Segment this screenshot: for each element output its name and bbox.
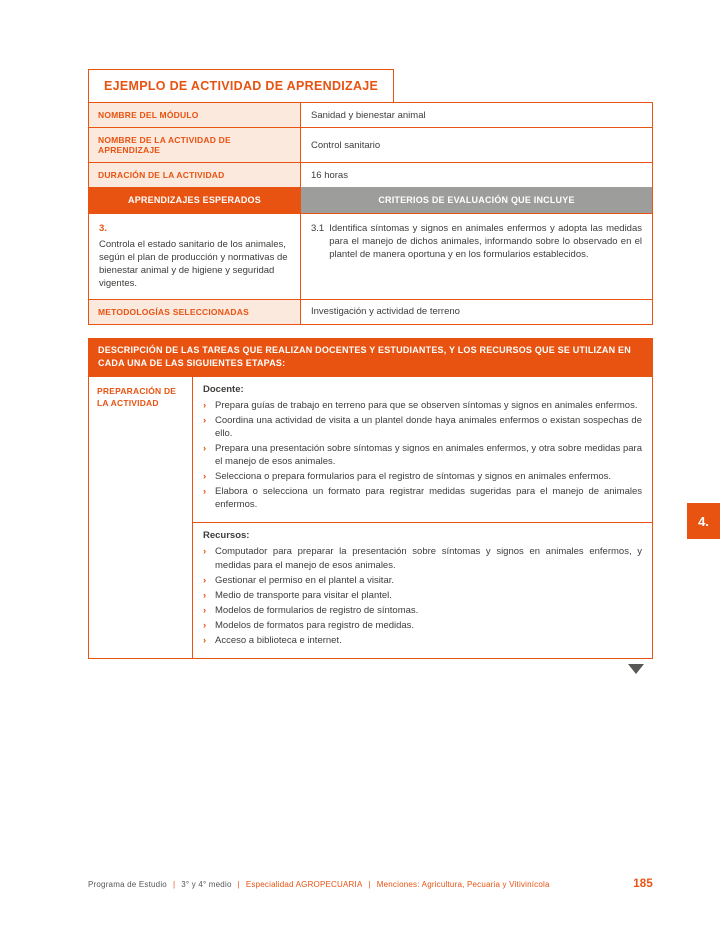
resource-text: Gestionar el permiso en el plantel a visitar. [215, 574, 395, 586]
bullet-icon: › [203, 546, 207, 558]
info-row-label: NOMBRE DE LA ACTIVIDAD DE APRENDIZAJE [89, 128, 301, 162]
methodology-label: METODOLOGÍAS SELECCIONADAS [89, 300, 301, 324]
description-banner: DESCRIPCIÓN DE LAS TAREAS QUE REALIZAN DOCENTES Y ESTUDIANTES, Y LOS RECURSOS QUE SE UTILIZAN EN CADA UNA DE LAS SIGUIENTES ETAPAS: [88, 338, 653, 377]
footer-separator: | [237, 880, 240, 889]
resource-text: Modelos de formatos para registro de medidas. [215, 619, 415, 631]
footer-grades: 3° y 4° medio [181, 880, 232, 889]
stage-table [88, 377, 653, 660]
bullet-icon: › [203, 635, 207, 647]
footer [88, 878, 653, 890]
resource-item [203, 545, 642, 571]
info-row-label: NOMBRE DEL MÓDULO [89, 103, 301, 127]
teacher-task-item [203, 470, 642, 483]
footer-program: Programa de Estudio [88, 880, 167, 889]
bullet-icon: › [203, 414, 207, 426]
objective-criteria-row [89, 213, 652, 299]
resource-text: Computador para preparar la presentación sobre síntomas y signos en animales enfermos, y medidas para el manejo de esos animales. [215, 546, 642, 571]
bullet-icon: › [203, 471, 207, 483]
resource-item [203, 574, 642, 587]
methodology-value: Investigación y actividad de terreno [311, 306, 460, 318]
bullet-icon: › [203, 574, 207, 586]
teacher-task-item [203, 442, 642, 468]
resource-text: Acceso a biblioteca e internet. [215, 635, 342, 647]
stage-label: PREPARACIÓN DE LA ACTIVIDAD [89, 377, 193, 659]
info-row [89, 127, 652, 162]
footer-separator: | [368, 880, 371, 889]
expected-learning-header: APRENDIZAJES ESPERADOS [89, 187, 301, 213]
chapter-tab-number: 4. [698, 513, 709, 529]
page-number: 185 [633, 878, 653, 890]
info-row-value: Sanidad y bienestar animal [311, 109, 426, 121]
stage-content [193, 377, 652, 659]
resource-item [203, 604, 642, 617]
bullet-icon: › [203, 399, 207, 411]
teacher-task-list [203, 399, 642, 512]
continuation-row [88, 659, 653, 674]
teacher-task-text: Coordina una actividad de visita a un plantel donde haya animales enfermos o existan sospechas de ello. [215, 414, 642, 439]
continuation-arrow-icon [628, 664, 644, 674]
learning-objective-text: Controla el estado sanitario de los animales, según el plan de producción y normativas de bienestar animal y de higiene y seguridad vigentes. [99, 239, 288, 290]
column-header-row [89, 187, 652, 213]
criterion-text: Identifica síntomas y signos en animales enfermos y adopta las medidas para el manejo de dichos animales, informando sobre lo observado en el plantel de manera oportuna y en los formularios establecidos. [329, 223, 642, 261]
criterion-cell [301, 214, 652, 299]
teacher-task-item [203, 485, 642, 511]
footer-specialty: Especialidad AGROPECUARIA [245, 880, 363, 889]
resource-text: Medio de transporte para visitar el plantel. [215, 589, 392, 601]
resource-item [203, 619, 642, 632]
teacher-task-text: Selecciona o prepara formularios para el registro de síntomas y signos en animales enfermos. [215, 471, 612, 483]
learning-objective-number: 3. [99, 223, 107, 234]
chapter-tab [687, 503, 720, 539]
module-info-table [88, 102, 653, 325]
info-row-label: DURACIÓN DE LA ACTIVIDAD [89, 163, 301, 187]
bullet-icon: › [203, 486, 207, 498]
resource-item [203, 634, 642, 647]
methodology-row [89, 299, 652, 324]
activity-table [88, 69, 653, 674]
info-row-value: 16 horas [311, 169, 348, 181]
resource-list [203, 545, 642, 647]
evaluation-criteria-header: CRITERIOS DE EVALUACIÓN QUE INCLUYE [301, 187, 652, 213]
activity-example-title [88, 69, 394, 103]
bullet-icon: › [203, 589, 207, 601]
info-row [89, 103, 652, 127]
criterion-number: 3.1 [311, 223, 325, 234]
preparation-stage-row [89, 377, 652, 659]
info-row [89, 162, 652, 187]
footer-mentions: Menciones: Agricultura, Pecuaria y Vitivinícola [376, 880, 550, 889]
resource-text: Modelos de formularios de registro de síntomas. [215, 604, 419, 616]
activity-example-title-text: EJEMPLO DE ACTIVIDAD DE APRENDIZAJE [104, 79, 379, 93]
bullet-icon: › [203, 604, 207, 616]
teacher-task-text: Prepara una presentación sobre síntomas y signos en animales enfermos, y otra sobre medidas para el manejo de esos animales. [215, 442, 642, 467]
info-row-value: Control sanitario [311, 139, 381, 151]
teacher-task-item [203, 414, 642, 440]
teacher-task-item [203, 399, 642, 412]
teacher-heading: Docente: [203, 383, 244, 395]
info-rows [89, 103, 652, 187]
teacher-task-text: Prepara guías de trabajo en terreno para que se observen síntomas y signos en animales enfermos. [215, 399, 638, 411]
teacher-section [193, 377, 652, 523]
bullet-icon: › [203, 619, 207, 631]
resources-heading: Recursos: [203, 530, 250, 542]
teacher-task-text: Elabora o selecciona un formato para registrar medidas sugeridas para el manejo de animales enfermos. [215, 486, 642, 511]
resources-section [193, 522, 652, 658]
resource-item [203, 589, 642, 602]
bullet-icon: › [203, 442, 207, 454]
footer-separator: | [172, 880, 176, 889]
learning-objective-cell [89, 214, 301, 299]
